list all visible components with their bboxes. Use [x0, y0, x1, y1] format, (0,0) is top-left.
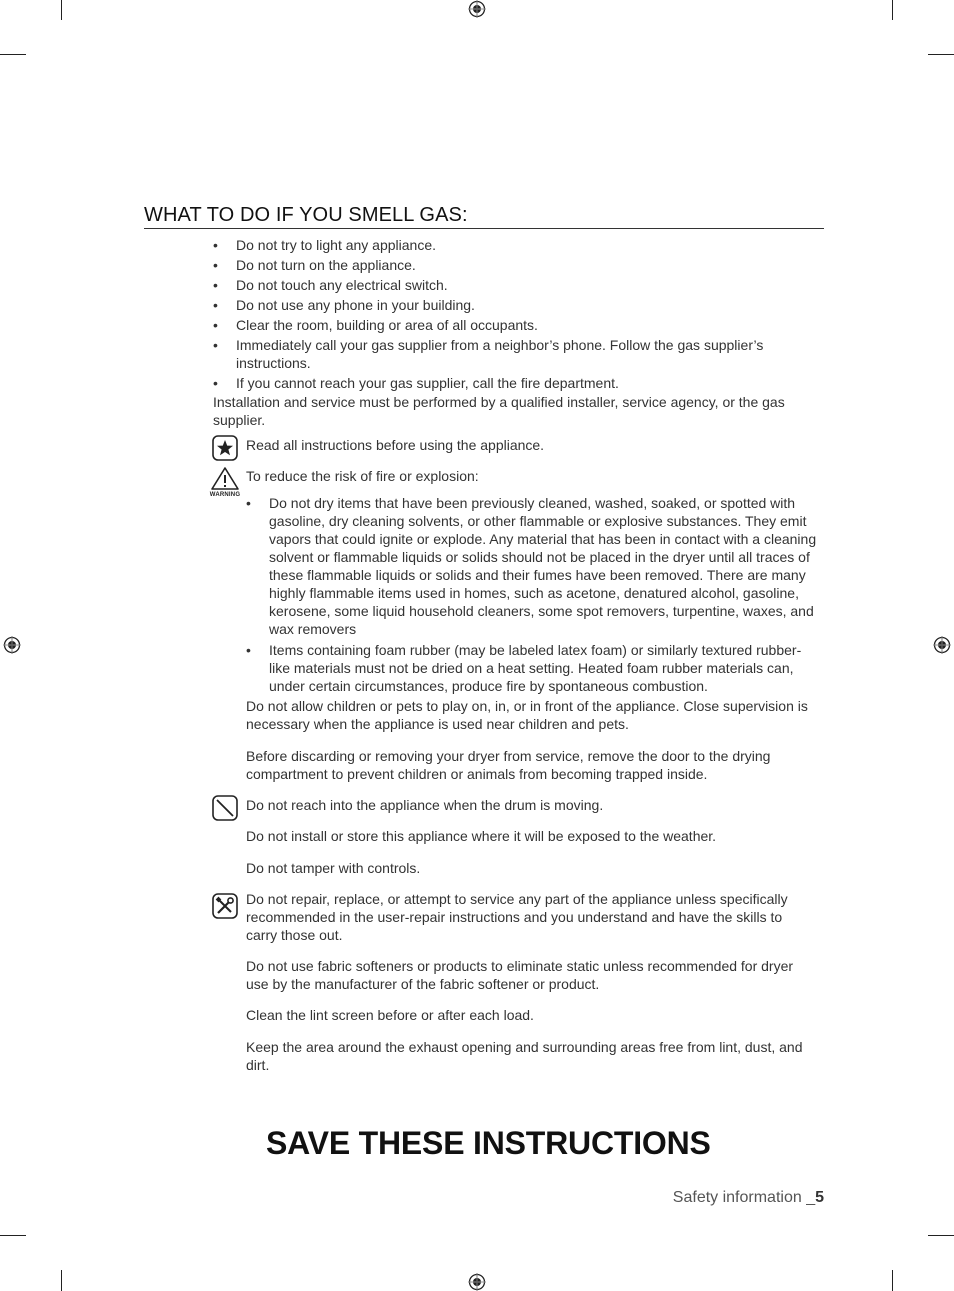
crop-mark	[0, 1235, 26, 1236]
save-instructions-title: SAVE THESE INSTRUCTIONS	[266, 1125, 711, 1161]
list-item-text: If you cannot reach your gas supplier, call the fire department.	[236, 375, 619, 391]
registration-mark-icon	[933, 636, 951, 654]
list-item-text: Do not turn on the appliance.	[236, 257, 416, 273]
discard-note: Before discarding or removing your dryer from service, remove the door to the drying compartment to prevent children or animals from becoming trapped inside.	[246, 748, 771, 782]
list-item-text: Do not dry items that have been previously cleaned, washed, soaked, or spotted with gasoline, dry cleaning solvents, or other flammable or explosive substances. They emit vapors that could ignite or explode. Any material that has been in contact with a cleaning solvent or flammable liquids or solids should not be placed in the dryer until all traces of these flammable liquids or solids and their fumes have been removed. There are many highly flammable items used in homes, such as acetone, denatured alcohol, gasoline, kerosene, some liquid household cleaners, some spot removers, turpentine, waxes, and wax removers	[269, 495, 817, 637]
crop-mark	[928, 1235, 954, 1236]
list-item	[246, 494, 818, 638]
crop-mark	[61, 0, 62, 20]
weather-note: Do not install or store this appliance where it will be exposed to the weather.	[246, 828, 717, 844]
bullet: •	[213, 375, 218, 391]
prohibited-icon	[212, 795, 238, 821]
lint-note: Clean the lint screen before or after each load.	[246, 1007, 534, 1023]
registration-mark-icon	[468, 1273, 486, 1291]
warning-label: WARNING	[209, 492, 241, 498]
list-item-text: Do not try to light any appliance.	[236, 237, 437, 253]
section-heading: WHAT TO DO IF YOU SMELL GAS:	[144, 204, 824, 229]
star-icon	[212, 435, 238, 461]
list-item	[213, 296, 813, 314]
exhaust-note: Keep the area around the exhaust opening and surrounding areas free from lint, dust, and dirt.	[246, 1039, 803, 1073]
children-note: Do not allow children or pets to play on, in, or in front of the appliance. Close supervision is necessary when the appliance is used near children and pets.	[246, 698, 808, 732]
warning-triangle-icon	[210, 466, 240, 490]
list-item-text: Do not touch any electrical switch.	[236, 277, 448, 293]
list-item-text: Immediately call your gas supplier from a neighbor’s phone. Follow the gas supplier’s instructions.	[236, 337, 764, 371]
repair-note: Do not repair, replace, or attempt to service any part of the appliance unless specifically recommended in the user-repair instructions and you understand and have the skills to carry those out.	[246, 891, 788, 943]
registration-mark-icon	[3, 636, 21, 654]
read-instructions-text: Read all instructions before using the appliance.	[246, 437, 545, 453]
bullet: •	[213, 257, 218, 273]
list-item-text: Items containing foam rubber (may be labeled latex foam) or similarly textured rubber-like materials must not be dried on a heat setting. Heated foam rubber materials can, under certain circumstances, produce fire by spontaneous combustion.	[269, 642, 802, 694]
page-number: 5	[815, 1189, 824, 1206]
fire-intro: To reduce the risk of fire or explosion:	[246, 468, 479, 484]
no-repair-tools-icon	[212, 893, 238, 919]
list-item	[213, 276, 813, 294]
bullet: •	[213, 237, 218, 253]
registration-mark-icon	[468, 0, 486, 18]
list-item	[213, 336, 813, 372]
bullet: •	[213, 297, 218, 313]
bullet: •	[213, 337, 218, 353]
list-item-text: Clear the room, building or area of all occupants.	[236, 317, 538, 333]
list-item	[213, 236, 813, 254]
tamper-note: Do not tamper with controls.	[246, 860, 421, 876]
softener-note: Do not use fabric softeners or products to eliminate static unless recommended for dryer use by the manufacturer of the fabric softener or product.	[246, 958, 794, 992]
crop-mark	[61, 1270, 62, 1291]
list-item	[213, 374, 813, 392]
list-item	[213, 316, 813, 334]
gas-instruction-list	[213, 236, 813, 394]
fire-warning-list	[246, 494, 818, 697]
crop-mark	[928, 54, 954, 55]
installation-note: Installation and service must be performed by a qualified installer, service agency, or the gas supplier.	[213, 394, 785, 428]
bullet: •	[246, 642, 251, 658]
crop-mark	[892, 1270, 893, 1291]
crop-mark	[892, 0, 893, 20]
crop-mark	[0, 54, 26, 55]
bullet: •	[213, 317, 218, 333]
footer-section: Safety information _	[672, 1189, 816, 1206]
list-item-text: Do not use any phone in your building.	[236, 297, 475, 313]
bullet: •	[246, 495, 251, 511]
bullet: •	[213, 277, 218, 293]
list-item	[246, 641, 818, 695]
drum-note: Do not reach into the appliance when the drum is moving.	[246, 797, 604, 813]
list-item	[213, 256, 813, 274]
page-footer	[673, 1189, 824, 1207]
